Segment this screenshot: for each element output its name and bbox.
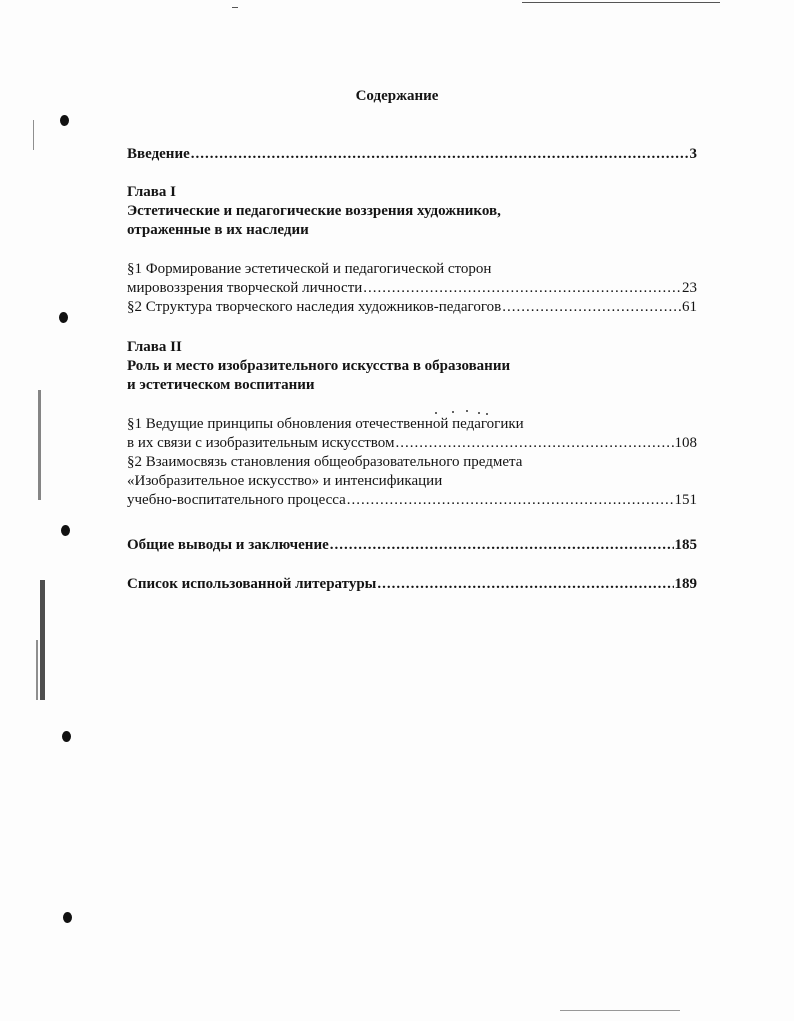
toc-entry-section (127, 434, 697, 453)
scan-speck (478, 412, 480, 414)
scan-edge-line (560, 1010, 680, 1011)
toc-chapter-1-sections (127, 260, 697, 317)
toc-page-number: 23 (682, 280, 697, 296)
toc-intro (127, 145, 697, 164)
scan-speck (466, 410, 468, 412)
toc-conclusion (127, 536, 697, 555)
section-title: учебно-воспитательного процесса (127, 492, 346, 508)
toc-page-number: 61 (682, 299, 697, 315)
chapter-subtitle: Роль и место изобразительного искусства в образовании (127, 358, 511, 374)
toc-chapter-2-sections (127, 415, 697, 510)
leader-dots (347, 491, 674, 510)
toc-page-number: 185 (674, 537, 697, 553)
chapter-subtitle: отраженные в их наследии (127, 222, 309, 238)
toc-entry-label: Список использованной литературы (127, 576, 377, 592)
toc-entry-bibliography (127, 575, 697, 594)
section-title: в их связи с изобразительным искусством (127, 435, 395, 451)
punch-hole-2 (59, 312, 68, 323)
scan-streak (36, 640, 38, 700)
toc-entry-section (127, 279, 697, 298)
toc-entry-label: Введение (127, 146, 190, 162)
chapter-heading: Глава I (127, 184, 176, 200)
leader-dots (330, 536, 674, 555)
punch-hole-4 (62, 731, 71, 742)
scan-edge-line (232, 7, 238, 8)
leader-dots (191, 145, 689, 164)
toc-page-number: 3 (689, 146, 697, 162)
scan-speck (452, 411, 454, 413)
toc-chapter-2 (127, 338, 697, 395)
punch-hole-3 (61, 525, 70, 536)
toc-page-number: 189 (674, 576, 697, 592)
toc-entry-label: Общие выводы и заключение (127, 537, 329, 553)
leader-dots (377, 575, 673, 594)
section-title: «Изобразительное искусство» и интенсификации (127, 473, 443, 489)
leader-dots (395, 434, 673, 453)
toc-page-number: 151 (674, 492, 697, 508)
page-title: Содержание (355, 88, 439, 104)
scan-edge-line (522, 2, 720, 3)
toc-entry-intro (127, 145, 697, 164)
section-title: §1 Ведущие принципы обновления отечественной педагогики (127, 416, 524, 432)
chapter-subtitle: Эстетические и педагогические воззрения художников, (127, 203, 501, 219)
toc-entry-section (127, 298, 697, 317)
scan-streak (40, 580, 45, 700)
section-title: §1 Формирование эстетической и педагогической сторон (127, 261, 492, 277)
toc-entry-conclusion (127, 536, 697, 555)
scan-streak (33, 120, 34, 150)
toc-chapter-1 (127, 183, 697, 240)
chapter-heading: Глава II (127, 339, 182, 355)
section-title: §2 Структура творческого наследия художников-педагогов (127, 299, 502, 315)
toc-entry-section (127, 491, 697, 510)
toc-page-number: 108 (674, 435, 697, 451)
punch-hole-1 (60, 115, 69, 126)
scan-streak (38, 390, 41, 500)
scan-speck (435, 412, 437, 414)
toc-bibliography (127, 575, 697, 594)
section-title: §2 Взаимосвязь становления общеобразовательного предмета (127, 454, 523, 470)
leader-dots (502, 298, 681, 317)
section-title: мировоззрения творческой личности (127, 280, 363, 296)
chapter-subtitle: и эстетическом воспитании (127, 377, 315, 393)
leader-dots (363, 279, 681, 298)
punch-hole-5 (63, 912, 72, 923)
